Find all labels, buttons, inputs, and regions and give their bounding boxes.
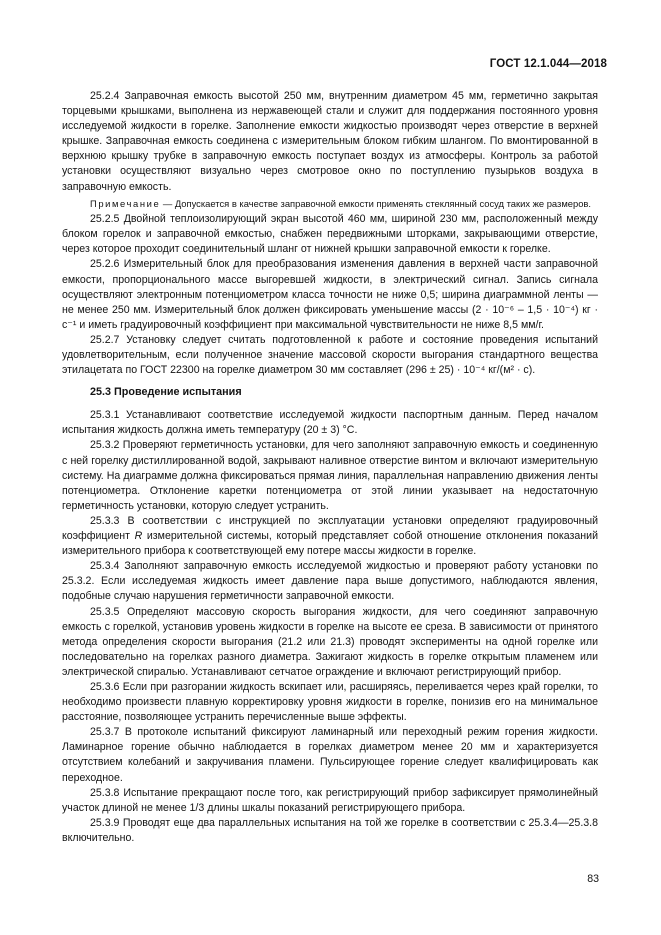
document-body — [62, 89, 598, 846]
paragraph-25-3-1: 25.3.1 Устанавливают соответствие исследуемой жидкости паспортным данным. Перед началом испытания жидкость должна иметь температуру (20 ± 3) °С. — [62, 409, 598, 437]
paragraph-25-3-7: 25.3.7 В протоколе испытаний фиксируют ламинарный или переходный режим горения жидкости. Ламинарное горение обычно наблюдается в горелках диаметром менее 20 мм и характеризуется отсутствием колебаний и закручивания пламени. Пульсирующее горение следует квалифицировать как переходное. — [62, 726, 598, 784]
paragraph-25-3-3-part2: измерительной системы, который представляет собой отношение отклонения показаний измерительного прибора к соответствующей ему потере массы жидкости в горелке. — [62, 530, 598, 558]
document-code-header: ГОСТ 12.1.044—2018 — [489, 58, 607, 70]
section-heading-25-3: 25.3 Проведение испытания — [90, 386, 242, 399]
page-number: 83 — [587, 873, 599, 885]
paragraph-25-3-2: 25.3.2 Проверяют герметичность установки, для чего заполняют заправочную емкость и соединенную с ней горелку дистиллированной водой, закрывают наливное отверстие винтом и включают измерительную систему. На диаграмме должна фиксироваться прямая линия, параллельная направлению движения ленты потенциометра. Отклонение каретки потенциометра от этой линии указывает на недостаточную герметичность установки, которую следует устранить. — [62, 439, 598, 512]
paragraph-25-3-9: 25.3.9 Проводят еще два параллельных испытания на той же горелке в соответствии с 25.3.4—25.3.8 включительно. — [62, 816, 598, 844]
note-paragraph — [62, 197, 598, 211]
paragraph-25-2-5: 25.2.5 Двойной теплоизолирующий экран высотой 460 мм, шириной 230 мм, расположенный между блоком горелок и заправочной емкостью, снабжен передвижными шторками, закрывающими отверстие, через которое проходит соединительный шланг от нижней крышки заправочной емкости к горелке. — [62, 213, 598, 256]
symbol-r: R — [134, 530, 143, 543]
paragraph-25-3-3 — [62, 514, 598, 559]
paragraph-25-3-5: 25.3.5 Определяют массовую скорость выгорания жидкости, для чего соединяют заправочную емкость с горелкой, установив уровень жидкости в горелке на высоте ее среза. В зависимости от принятого метода определения скорости выгорания (21.2 или 21.3) проводят эксперименты на одной горелке или последовательно на горелках разного диаметра. Зажигают жидкость в горелке открытым пламенем или электрической спиралью. Устанавливают сетчатое ограждение и включают регистрирующий прибор. — [62, 605, 598, 678]
paragraph-25-2-7: 25.2.7 Установку следует считать подготовленной к работе и состояние проведения испытаний удовлетворительным, если полученное значение массовой скорости выгорания стандартного вещества этилацетата по ГОСТ 22300 на горелке диаметром 30 мм составляет (296 ± 25) · 10⁻⁴ кг/(м² · с). — [62, 333, 598, 377]
paragraph-25-3-3-part1: 25.3.3 В соответствии с инструкцией по эксплуатации установки определяют градуировочный коэффициент — [62, 514, 598, 543]
paragraph-25-2-4: 25.2.4 Заправочная емкость высотой 250 мм, внутренним диаметром 45 мм, герметично закрытая торцевыми крышками, выполнена из нержавеющей стали и служит для поддержания постоянного уровня исследуемой жидкости в горелке. Заполнение емкости жидкостью производят через отверстие в верхней крышке. Заправочная емкость соединена с измерительным блоком гибким шлангом. По вмонтированной в верхнюю крышку трубке в заправочную емкость поступает воздух из атмосферы. Контроль за работой установки осуществляют визуально через смотровое окно по поступлению пузырьков воздуха в заправочную емкость. — [62, 90, 598, 193]
note-text: — Допускается в качестве заправочной емкости применять стеклянный сосуд таких же размеров. — [160, 197, 592, 209]
paragraph-25-3-4: 25.3.4 Заполняют заправочную емкость исследуемой жидкостью и проверяют работу установки по 25.3.2. Если исследуемая жидкость имеет давление пара выше допустимого, наблюдаются явления, подобные случаю нарушения герметичности заправочной емкости. — [62, 560, 598, 603]
note-label: Примечание — [90, 197, 161, 209]
paragraph-25-3-6: 25.3.6 Если при разгорании жидкость вскипает или, расширяясь, переливается через край горелки, то необходимо произвести плавную корректировку уровня жидкости в горелке, понизив его на минимальное расстояние, позволяющее устранить перечисленные выше эффекты. — [62, 680, 598, 724]
paragraph-25-3-8: 25.3.8 Испытание прекращают после того, как регистрирующий прибор зафиксирует прямолинейный участок длиной не менее 1/3 длины шкалы показаний регистрирующего прибора. — [62, 786, 598, 814]
paragraph-25-2-6: 25.2.6 Измерительный блок для преобразования изменения давления в верхней части заправочной емкости, пропорционального массе выгоревшей жидкости, в электрический сигнал. Запись сигнала осуществляют электронным потенциометром класса точности не ниже 0,5; ширина диаграммной ленты — не менее 250 мм. Измерительный блок должен фиксировать уменьшение массы (2 · 10⁻⁶ – 1,5 · 10⁻⁴) кг · с⁻¹ и иметь градуировочный коэффициент при максимальной чувствительности не ниже 8,5 мм/г. — [62, 258, 598, 331]
